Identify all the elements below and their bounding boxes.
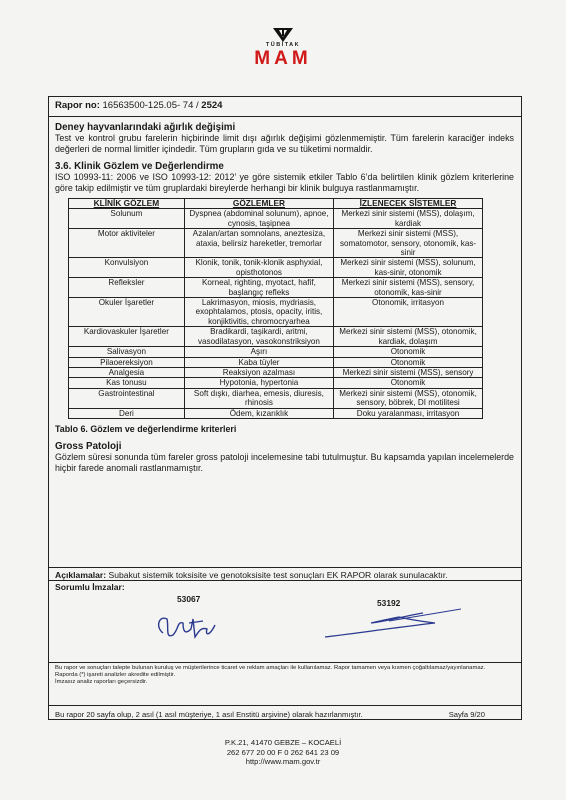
table-cell: Ödem, kızarıklık <box>184 408 333 418</box>
table-cell: Kaba tüyler <box>184 357 333 367</box>
signatures-row <box>49 580 521 592</box>
table-cell: Motor aktiviteler <box>69 229 185 258</box>
table-row <box>69 327 483 347</box>
section-weight-title: Deney hayvanlarındaki ağırlık değişimi <box>55 122 236 133</box>
observation-table <box>68 198 483 419</box>
report-number-label: Rapor no: <box>55 100 100 111</box>
table-header-row <box>69 199 483 209</box>
table-row <box>69 408 483 418</box>
footer-address <box>0 738 566 767</box>
table-cell: Otonomik, irritasyon <box>334 298 483 327</box>
signatures-label: Sorumlu İmzalar: <box>55 582 125 592</box>
table-cell: Kas tonusu <box>69 378 185 388</box>
table-row <box>69 209 483 229</box>
remarks-text: Subakut sistemik toksisite ve genotoksisite test sonuçları EK RAPOR olarak sunulacaktır. <box>108 570 448 580</box>
legal-note: Bu rapor ve sonuçları talepte bulunan kuruluş ve müşterilerince ticaret ve reklam amaçları ile kullanılamaz. Rapor tamamen veya kısmen çoğaltılamaz/yayınlanamaz. <box>55 665 486 671</box>
table-cell: Salivasyon <box>69 347 185 357</box>
section-pathology-title: Gross Patoloji <box>55 440 122 452</box>
table-cell: Soft dışkı, diarhea, emesis, diuresis, rhinosis <box>184 388 333 408</box>
table-row <box>69 278 483 298</box>
table-cell: Otonomik <box>334 357 483 367</box>
section-pathology-text: Gözlem süresi sonunda tüm fareler gross patoloji incelemesine tabi tutulmuştur. Bu kapsamda yapılan incelemelerde hiçbir farede anomali rastlanmamıştır. <box>55 451 514 473</box>
table-cell: Otonomik <box>334 347 483 357</box>
report-page <box>48 96 522 720</box>
table-cell: Doku yaralanması, irritasyon <box>334 408 483 418</box>
table-cell: Merkezi sinir sistemi (MSS), sensory <box>334 367 483 377</box>
report-number: 16563500-125.05- 74 / <box>102 100 199 111</box>
legal-note: İmzasız analiz raporları geçersizdir. <box>55 679 148 686</box>
table-cell: Klonik, tonik, tonik-klonik asphyxial, opisthotonos <box>184 258 333 278</box>
table-cell: Otonomik <box>334 378 483 388</box>
table-cell: Azalan/artan somnolans, aneztesiza, ataxia, belirsiz hareketler, tremorlar <box>184 229 333 258</box>
section-clinical-title: 3.6. Klinik Gözlem ve Değerlendirme <box>55 161 224 172</box>
signature-1-icon <box>149 605 229 650</box>
table-cell: Lakrimasyon, miosis, mydriasis, exophtalamos, ptosis, opacity, iritis, konjiktivitis, chromocryarhea <box>184 298 333 327</box>
logo-mam-text: MAM <box>254 48 312 69</box>
signer-id-1: 53067 <box>177 594 201 604</box>
table-row <box>69 347 483 357</box>
table-row <box>69 357 483 367</box>
table-cell: Aşırı <box>184 347 333 357</box>
table-header: GÖZLEMLER <box>184 199 333 209</box>
table-cell: Refleksler <box>69 278 185 298</box>
footer-website-link[interactable]: http://www.mam.gov.tr <box>245 757 321 767</box>
table-row <box>69 258 483 278</box>
report-content <box>49 117 521 474</box>
section-weight-text: Test ve kontrol grubu farelerin hiçbirinde limit dışı ağırlık değişimi gözlenmemiştir. Tüm farelerin karaciğer indeks değerleri de normal limitler içindedir. Tüm grupların gıda ve su tüketimi normaldir. <box>55 133 514 154</box>
table-cell: Konvulsiyon <box>69 258 185 278</box>
logo-tubitak-text: TÜBİTAK <box>265 42 301 48</box>
table-cell: Merkezi sinir sistemi (MSS), otonomik, kardiak, dolaşım <box>334 327 483 347</box>
copies-row <box>49 705 521 719</box>
table-row <box>69 229 483 258</box>
copies-text: Bu rapor 20 sayfa olup, 2 asıl (1 asıl müşteriye, 1 asıl Enstitü arşivine) olarak hazırlanmıştır. <box>55 710 363 719</box>
section-clinical-text: ISO 10993-11: 2006 ve ISO 10993-12: 2012’ ye göre sistemik etkiler Tablo 6’da belirtilen klinik gözlem kriterlerine göre takip edilmiştir ve tüm gruplardaki bireylerde herhangi bir klinik bulguya rastlanmamıştır. <box>55 172 514 193</box>
table-caption: Tablo 6. Gözlem ve değerlendirme kriterleri <box>55 423 237 434</box>
report-number-bold: 2524 <box>201 100 223 111</box>
table-row <box>69 378 483 388</box>
legal-notes <box>49 662 521 686</box>
table-cell: Analgesia <box>69 367 185 377</box>
table-cell: Hypotonia, hypertonia <box>184 378 333 388</box>
table-row <box>69 367 483 377</box>
table-cell: Dyspnea (abdominal solunum), apnoe, cynosis, taşipnea <box>184 209 333 229</box>
table-cell: Pilaoereksiyon <box>69 357 185 367</box>
table-cell: Merkezi sinir sistemi (MSS), dolaşım, kardiak <box>334 209 483 229</box>
table-row <box>69 388 483 408</box>
table-row <box>69 298 483 327</box>
table-cell: Gastrointestinal <box>69 388 185 408</box>
table-header: KLİNİK GÖZLEM <box>69 199 185 209</box>
table-cell: Merkezi sinir sistemi (MSS), somatomotor, sensory, otonomik, kas-sinir <box>334 229 483 258</box>
table-cell: Reaksiyon azalması <box>184 367 333 377</box>
footer-phone-line: 262 677 20 00 F 0 262 641 23 09 <box>226 747 340 757</box>
table-header: İZLENECEK SİSTEMLER <box>334 199 483 209</box>
table-cell: Kardiovaskuler İşaretler <box>69 327 185 347</box>
remarks-label: Açıklamalar: <box>55 570 107 580</box>
table-cell: Deri <box>69 408 185 418</box>
signature-2-icon <box>319 607 469 643</box>
table-cell: Merkezi sinir sistemi (MSS), otonomik, sensory, böbrek, DI motilitesi <box>334 388 483 408</box>
table-cell: Solunum <box>69 209 185 229</box>
report-number-row <box>49 97 521 117</box>
legal-note: Raporda (*) işareti analizler akredite edilmiştir. <box>55 672 176 679</box>
signer-id-2: 53192 <box>377 598 401 608</box>
table-cell: Bradikardi, taşikardi, aritmi, vasodilatasyon, vasokonstriksiyon <box>184 327 333 347</box>
table-cell: Okuler İşaretler <box>69 298 185 327</box>
page-number: Sayfa 9/20 <box>448 710 485 719</box>
table-cell: Merkezi sinir sistemi (MSS), solunum, kas-sinir, otonomik <box>334 258 483 278</box>
remarks-row <box>49 567 521 581</box>
footer-address-line: P.K.21, 41470 GEBZE – KOCAELİ <box>224 738 342 747</box>
table-cell: Korneal, righting, myotact, hafif, başlangıç refleks <box>184 278 333 298</box>
table-cell: Merkezi sinir sistemi (MSS), sensory, otonomik, kas-sinir <box>334 278 483 298</box>
tubitak-mam-logo <box>0 26 566 68</box>
